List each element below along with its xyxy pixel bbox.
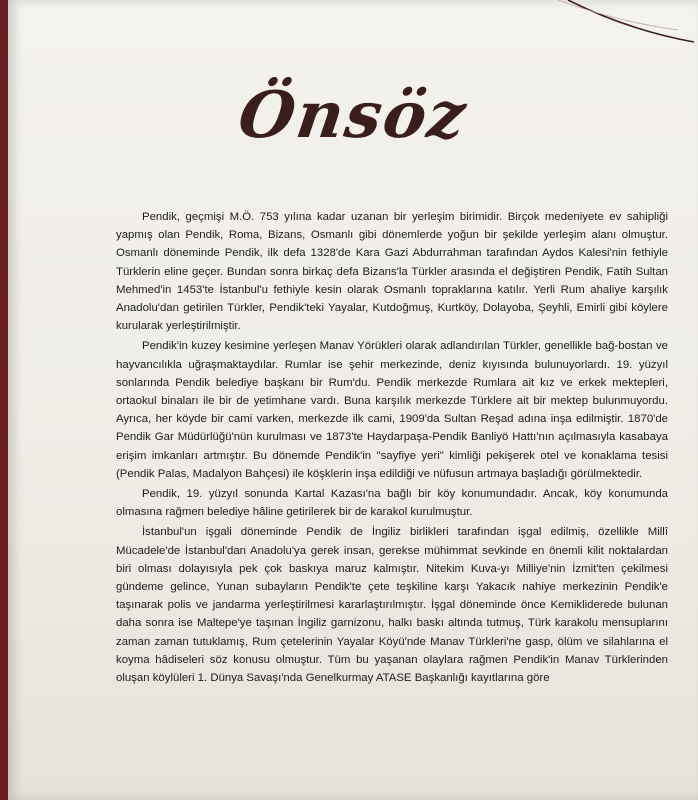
book-page <box>8 0 698 800</box>
page-title: Önsöz <box>234 78 472 153</box>
paragraph-1: Pendik, geçmişi M.Ö. 753 yılına kadar uzanan bir yerleşim birimidir. Birçok medeniyete ev sahipliği yapmış olan Pendik, Roma, Bizans, Osmanlı gibi dönemlerde yoğun bir şekilde yerleşim alanı olmuştur. Osmanlı döneminde Pendik, ilk defa 1328'de Kara Gazi Abdurrahman tarafından Aydos Kalesi'nin fethiyle Türklerin eline geçer. Bundan sonra birkaç defa Bizans'la Türkler arasında el değiştiren Pendik, Fatih Sultan Mehmed'in 1453'te İstanbul'u fethiyle kesin olarak Osmanlı topraklarına katılır. Yerli Rum ahaliye karşılık Anadolu'dan getirilen Türkler, Pendik'teki Yayalar, Kutdoğmuş, Kurtköy, Dolayoba, Şeyhli, Emirli gibi köylere kurularak yerleştirilmiştir. <box>116 211 668 333</box>
paragraph-3: Pendik, 19. yüzyıl sonunda Kartal Kazası'na bağlı bir köy konumundadır. Ancak, köy konumunda olmasına rağmen belediye hâline getirilerek bir de karakol kurulmuştur. <box>116 488 668 519</box>
paragraph-2: Pendik'in kuzey kesimine yerleşen Manav Yörükleri olarak adlandırılan Türkler, genellikle bağ-bostan ve hayvancılıkla uğraşmaktaydılar. Rumlar ise şehir merkezinde, deniz kıyısında bulunuyorlardı. 19. yüzyıl sonlarında Pendik belediye başkanı bir Rum'du. Pendik merkezde Rumlara ait kız ve erkek mektepleri, ortaokul binaları ile bir de yetimhane vardı. Buna karşılık merkezde Türklere ait bir mektep bulunmuyordu. Ayrıca, her köyde bir cami varken, merkezde ilk cami, 1909'da Sultan Reşad adına inşa edilmiştir. 1870'de Pendik Gar Müdürlüğü'nün kurulması ve 1873'te Haydarpaşa-Pendik Banliyö Hattı'nın açılmasıyla kasabaya erişim imkanları artmıştır. Bu dönemde Pendik'in "sayfiye yeri" kimliği pekişerek otel ve konaklama tesisi (Pendik Palas, Madalyon Bahçesi) ile köşklerin inşa edildiği ve nüfusun artmaya başladığı görülmektedir. <box>116 340 668 480</box>
paragraph-4: İstanbul'un işgali döneminde Pendik de İngiliz birlikleri tarafından işgal edilmiş, özellikle Millî Mücadele'de İstanbul'dan Anadolu'ya gerek insan, gerekse mühimmat sevkinde en önemli kilit noktalardan biri olması dolayısıyla pek çok baskıya maruz kalmıştır. Nitekim Kuva-yı Milliye'nin İzmit'ten çekilmesi gündeme gelince, Yunan subayların Pendik'te çete teşkiline karşı Yakacık nahiye merkezinin Pendik'e taşınarak polis ve jandarma yerleştirilmesi kararlaştırılmıştır. İşgal döneminde önce Kemikliderede bulunan daha sonra ise Maltepe'ye taşınan İngiliz garnizonu, halkı baskı altında tutmuş, Türk karakolu mensuplarını zaman zaman tutuklamış, Rum çetelerinin Yayalar Köyü'nde Manav Türkleri'ne gasp, ölüm ve silahlarına el koyma hâdiseleri söz konusu olmuştur. Tüm bu yaşanan olaylara rağmen Pendik'in Manav Türklerinden oluşan köylüleri 1. Dünya Savaşı'nda Genelkurmay ATASE Başkanlığı kayıtlarına göre <box>116 526 668 685</box>
decorative-curve <box>558 0 698 60</box>
preface-body <box>116 208 668 689</box>
